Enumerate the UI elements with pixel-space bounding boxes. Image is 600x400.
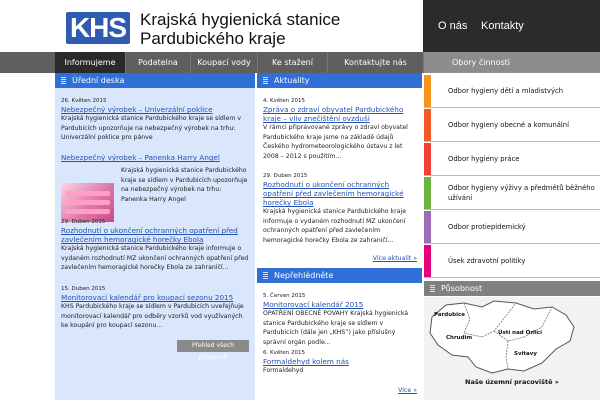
item-text: Krajská hygienická stanice Pardubického kraje se sídlem v Pardubicích upozorňuje na nebezpečný výrobek na trhu: Panenka Harry Angel	[121, 167, 248, 203]
color-stripe	[424, 143, 431, 175]
nav-podatelna[interactable]: Podatelna	[125, 52, 190, 73]
aktuality-heading: Aktuality	[257, 73, 422, 88]
obor-label[interactable]: Odbor hygieny obecné a komunální	[448, 121, 570, 129]
list-item	[61, 218, 251, 273]
list-item	[263, 97, 419, 161]
item-text: V rámci připravované zprávy o zdraví obyvatel Pardubického kraje jsme na základě údajů Českého hydrometeorologického ústavu z let 2008 – 2012 s použitím...	[263, 124, 408, 160]
obor-item[interactable]	[424, 143, 600, 176]
site-title: Krajská hygienická stanice Pardubického kraje	[140, 10, 341, 48]
map-caption-link[interactable]: Naše územní pracoviště »	[465, 378, 559, 386]
grip-icon	[263, 77, 268, 84]
item-text: Krajská hygienická stanice Pardubického kraje se sídlem v Pardubicích upozorňuje na nebezpečný výrobek na trhu: Univerzální poklice pro pánve	[61, 115, 242, 141]
item-title-link[interactable]: Nebezpečný výrobek – Univerzální poklice	[61, 105, 213, 114]
item-date: 26. Květen 2015	[61, 98, 107, 104]
grip-icon	[61, 77, 66, 84]
list-item	[61, 285, 251, 331]
item-date: 29. Duben 2015	[263, 173, 308, 179]
more-news-link[interactable]: Více aktualit »	[372, 255, 417, 262]
obor-item[interactable]	[424, 109, 600, 142]
obor-label[interactable]: Úsek zdravotní politiky	[448, 257, 526, 265]
obor-item[interactable]	[424, 177, 600, 210]
color-stripe	[424, 75, 431, 107]
uredni-deska-panel	[55, 73, 255, 400]
item-title-link[interactable]: Zpráva o zdraví obyvatel Pardubického kraje – vliv znečištění ovzduší	[263, 105, 404, 123]
item-text: Krajská hygienická stanice Pardubického kraje informuje o vydaném rozhodnutí MZ ukončení ochranných opatření před zavlečením hemoragické horečky Ebola ze zahraničí...	[61, 245, 249, 271]
nav-kontaktujte-nas[interactable]: Kontaktujte nás	[327, 52, 423, 73]
item-text: Krajská hygienická stanice Pardubického kraje informuje o vydaném rozhodnutí MZ ukončení ochranných opatření před zavlečením hemoragické horečky Ebola ze zahraničí...	[263, 208, 407, 244]
item-title-link[interactable]: Monitorovací kalendář pro koupací sezonu 2015	[61, 293, 234, 302]
item-date: 29. Duben 2015	[61, 219, 106, 225]
region-map-svg[interactable]	[424, 297, 600, 377]
item-date: 6. Květen 2015	[263, 350, 306, 356]
item-title-link[interactable]: Formaldehyd kolem nás	[263, 357, 349, 366]
item-date: 5. Červen 2015	[263, 293, 306, 299]
list-item	[263, 292, 419, 347]
obor-item[interactable]	[424, 245, 600, 278]
color-stripe	[424, 109, 431, 141]
color-stripe	[424, 177, 431, 209]
grip-icon	[263, 272, 268, 279]
obor-item[interactable]	[424, 75, 600, 108]
region-label-pardubice[interactable]: Pardubice	[434, 312, 465, 318]
obor-label[interactable]: Odbor hygieny práce	[448, 155, 520, 163]
item-date: 4. Květen 2015	[263, 98, 306, 104]
item-title-link[interactable]: Nebezpečný výrobek – Panenka Harry Angel	[61, 153, 220, 162]
item-title-link[interactable]: Rozhodnutí o ukončení ochranných opatření před zavlečením hemoragické horečky Ebola	[263, 180, 404, 207]
main-nav	[0, 52, 600, 73]
region-label-svitavy[interactable]: Svitavy	[514, 351, 537, 357]
region-label-chrudim[interactable]: Chrudim	[446, 335, 473, 341]
neprehlednete-heading: Nepřehlédněte	[257, 268, 422, 283]
list-item	[61, 153, 251, 162]
region-label-usti[interactable]: Ústí nad Orlicí	[498, 330, 542, 336]
color-stripe	[424, 245, 431, 277]
link-o-nas[interactable]: O nás	[438, 20, 468, 32]
obor-label[interactable]: Odbor protiepidemický	[448, 223, 526, 231]
item-text: KHS Pardubického kraje se sídlem v Pardubicích uveřejňuje monitorovací kalendář pro odběry vzorků vod využívaných ke koupání pro koupací sezonu...	[61, 303, 244, 329]
uredni-deska-heading: Úřední deska	[55, 73, 255, 88]
obor-label[interactable]: Odbor hygieny výživy a předmětů běžného užívání	[448, 184, 595, 202]
product-thumbnail[interactable]	[61, 183, 114, 222]
item-date: 15. Duben 2015	[61, 286, 106, 292]
nav-koupaci-vody[interactable]: Koupací vody	[190, 52, 257, 73]
list-item	[263, 349, 419, 376]
color-stripe	[424, 211, 431, 243]
item-text: Formaldehyd	[263, 367, 304, 374]
grip-icon	[430, 285, 435, 292]
link-kontakty[interactable]: Kontakty	[481, 20, 524, 32]
obor-label[interactable]: Odbor hygieny dětí a mladistvých	[448, 87, 564, 95]
nav-ke-stazeni[interactable]: Ke stažení	[257, 52, 327, 73]
list-item	[61, 97, 251, 143]
pusobnost-heading: Působnost	[424, 281, 600, 296]
more-link[interactable]: Více »	[398, 387, 417, 394]
middle-column	[257, 73, 422, 400]
item-title-link[interactable]: Rozhodnutí o ukončení ochranných opatření před zavlečením hemoragické horečky Ebola	[61, 226, 238, 244]
obor-item[interactable]	[424, 211, 600, 244]
list-item-text	[121, 166, 249, 204]
nav-obory-cinnosti[interactable]: Obory činnosti	[423, 52, 600, 73]
item-text: OPATŘENÍ OBECNÉ POVAHY Krajská hygienická stanice Pardubického kraje se sídlem v Pardubicích (dále jen „KHS“) jako příslušný správní orgán podle...	[263, 310, 409, 346]
region-map[interactable]	[424, 297, 600, 400]
site-header	[0, 0, 600, 52]
top-links-bar	[423, 0, 600, 52]
list-item	[263, 172, 419, 245]
nav-informujeme[interactable]: Informujeme	[55, 52, 125, 73]
all-posts-button[interactable]: Přehled všech příspěvků	[177, 340, 249, 352]
logo[interactable]: KHS	[66, 12, 130, 44]
item-title-link[interactable]: Monitorovací kalendář 2015	[263, 300, 364, 309]
